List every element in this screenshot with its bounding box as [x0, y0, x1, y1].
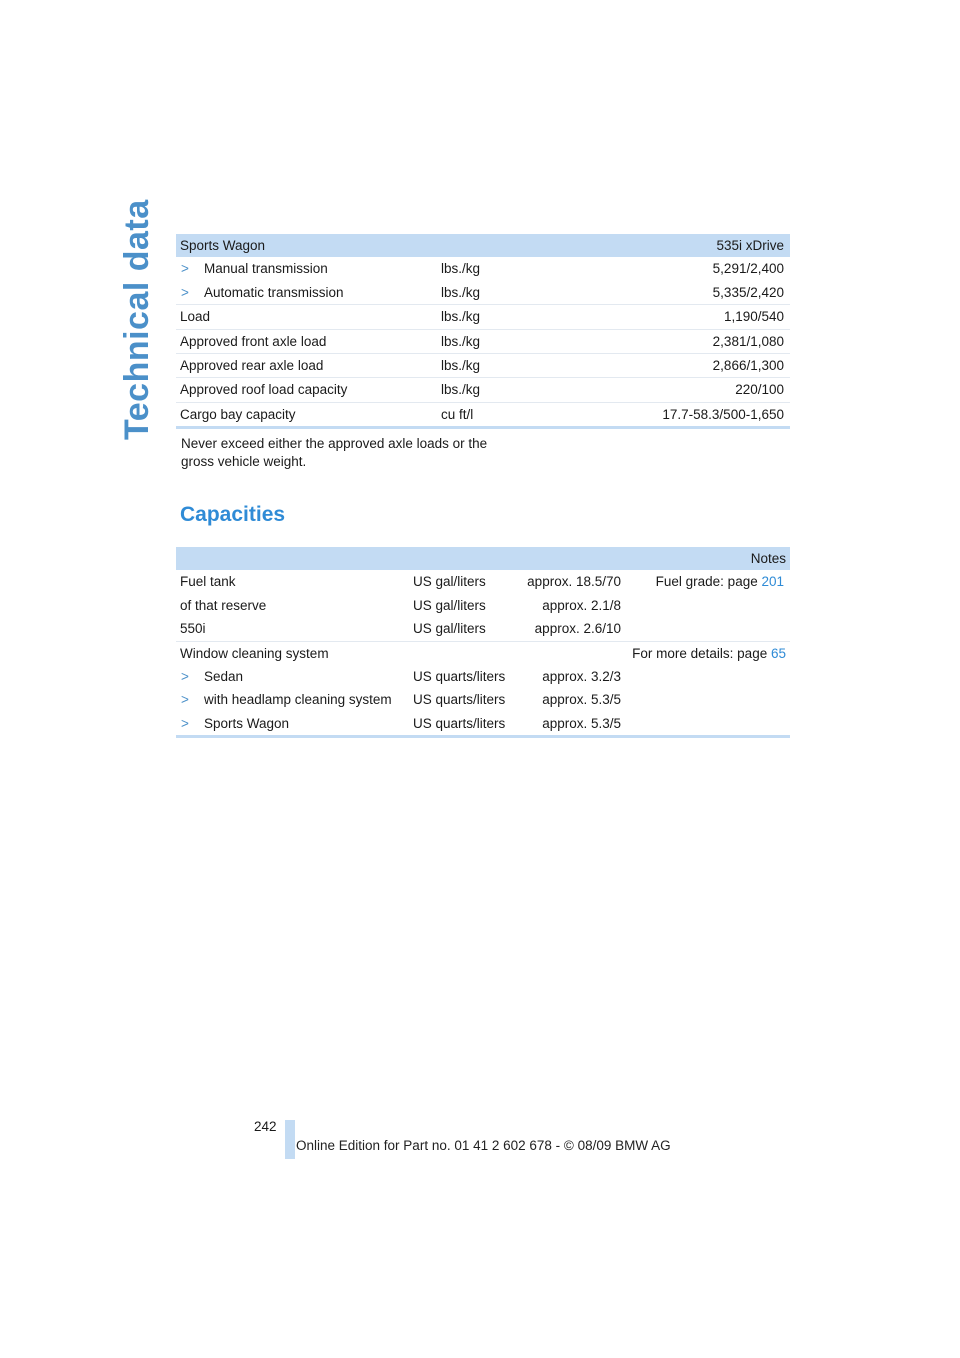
axle-load-note: Never exceed either the approved axle loads or the gross vehicle weight.: [181, 436, 488, 469]
row-value: approx. 3.2/3: [542, 668, 621, 684]
capacities-heading: Capacities: [180, 503, 286, 526]
row-unit: US gal/liters: [413, 597, 486, 613]
row-unit: lbs./kg: [441, 357, 481, 373]
row-value: approx. 18.5/70: [527, 574, 621, 590]
row-value: approx. 2.6/10: [534, 621, 621, 637]
footer-accent-bar: [285, 1120, 295, 1159]
row-unit: lbs./kg: [441, 382, 481, 398]
row-value: 2,866/1,300: [712, 357, 784, 373]
table-row: [176, 403, 790, 426]
row-unit: lbs./kg: [441, 261, 481, 277]
row-unit: US gal/liters: [413, 574, 486, 590]
side-title: Technical data: [118, 199, 156, 440]
row-label: Approved front axle load: [180, 333, 327, 349]
capacities-header-row: [176, 547, 790, 570]
notes-header: Notes: [750, 551, 786, 566]
page-link[interactable]: 65: [770, 645, 786, 661]
table-row: [176, 617, 790, 641]
table-row: [176, 642, 790, 665]
weights-table: [176, 234, 790, 429]
row-unit: US quarts/liters: [413, 715, 506, 731]
table-row: [176, 688, 790, 711]
capacities-table: [176, 547, 790, 738]
table-row: [176, 570, 790, 593]
row-unit: lbs./kg: [441, 284, 481, 300]
row-label: Fuel tank: [180, 574, 236, 590]
row-label: Load: [180, 309, 211, 325]
table-row: [176, 330, 790, 354]
row-unit: lbs./kg: [441, 309, 481, 325]
table-end-rule: [176, 735, 790, 738]
bullet-icon: >: [181, 715, 189, 731]
row-unit: US quarts/liters: [413, 668, 506, 684]
weights-header-model: 535i xDrive: [716, 238, 784, 253]
bullet-icon: >: [181, 668, 189, 684]
row-value: 5,335/2,420: [712, 284, 784, 300]
row-label: of that reserve: [180, 597, 267, 613]
table-row: [176, 594, 790, 617]
table-row: [176, 305, 790, 329]
row-note: [656, 574, 784, 589]
row-label: Window cleaning system: [180, 645, 329, 661]
row-unit: cu ft/l: [441, 406, 474, 422]
row-value: 220/100: [735, 382, 784, 398]
row-label: Automatic transmission: [204, 284, 344, 300]
row-unit: US quarts/liters: [413, 692, 506, 708]
table-row: [176, 712, 790, 735]
page-link[interactable]: 201: [761, 574, 784, 590]
row-value: approx. 5.3/5: [542, 715, 621, 731]
table-row: [176, 257, 790, 280]
row-value: approx. 5.3/5: [542, 692, 621, 708]
table-row: [176, 281, 790, 305]
row-value: 17.7-58.3/500-1,650: [662, 406, 784, 422]
row-value: 1,190/540: [723, 309, 784, 325]
row-label: Manual transmission: [204, 261, 328, 277]
table-row: [176, 378, 790, 402]
table-row: [176, 354, 790, 378]
row-label: Approved roof load capacity: [180, 382, 348, 398]
bullet-icon: >: [181, 261, 189, 277]
row-value: approx. 2.1/8: [542, 597, 621, 613]
row-label: 550i: [180, 621, 206, 637]
row-label: with headlamp cleaning system: [204, 692, 392, 708]
row-label: Cargo bay capacity: [180, 406, 296, 422]
row-value: 5,291/2,400: [712, 261, 784, 277]
footer-text: Online Edition for Part no. 01 41 2 602 678 - © 08/09 BMW AG: [296, 1138, 671, 1153]
page-number: 242: [254, 1119, 277, 1134]
table-end-rule: [176, 426, 790, 429]
row-note: [632, 646, 786, 661]
bullet-icon: >: [181, 284, 189, 300]
row-label: Sedan: [204, 668, 244, 684]
table-row: [176, 665, 790, 688]
row-label: Sports Wagon: [204, 715, 290, 731]
weights-header-label: Sports Wagon: [180, 238, 266, 253]
bullet-icon: >: [181, 692, 189, 708]
row-unit: lbs./kg: [441, 333, 481, 349]
row-unit: US gal/liters: [413, 621, 486, 637]
weights-header-row: [176, 234, 790, 257]
note-text: Fuel grade: page: [655, 574, 762, 590]
note-text: For more details: page: [632, 645, 771, 661]
row-value: 2,381/1,080: [712, 333, 784, 349]
row-label: Approved rear axle load: [180, 357, 324, 373]
